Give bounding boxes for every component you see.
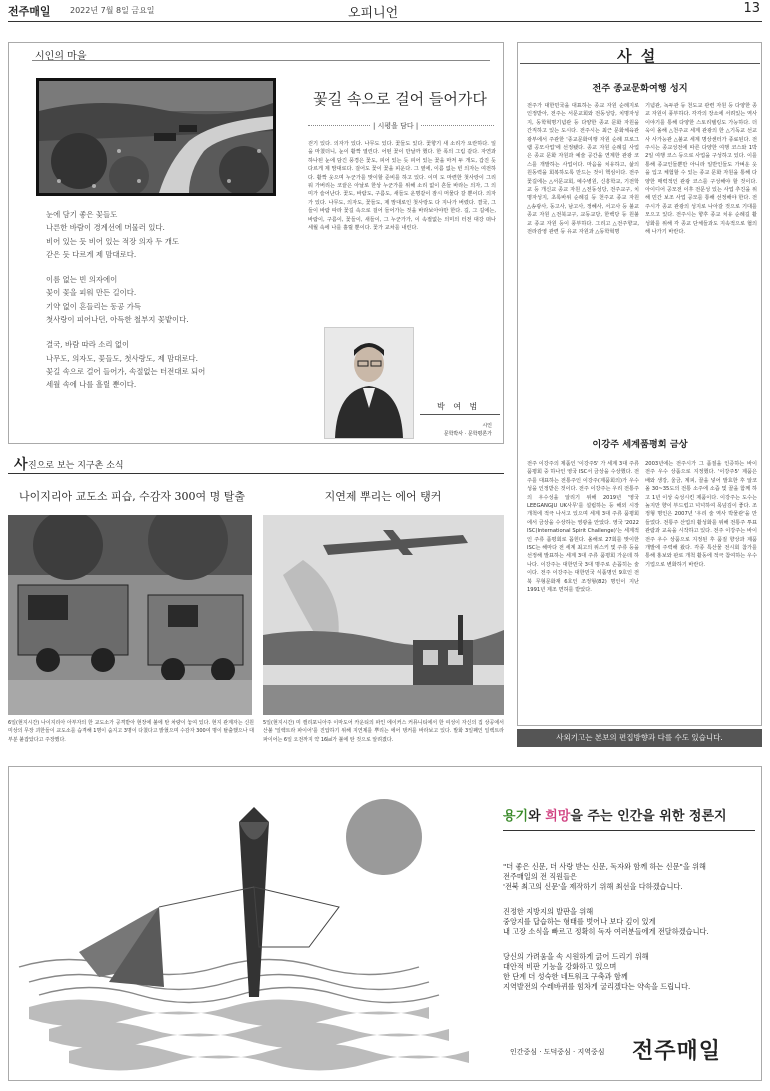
verse-line: 이름 없는 빈 의자에이 [46, 275, 118, 285]
photo-news-right-title: 지연제 뿌리는 에어 탱커 [324, 490, 442, 503]
paper-logo: 전주매일 [632, 1039, 722, 1064]
editorial-1-column-a: 전주가 대한민국을 대표하는 종교 자원 순례지로 인정받아, 전주는 서문교회와 전동성당, 치명자성지, 동학혁명기념관 등 다양한 종교 문화 자원을 간직하고 있는 도시다. 전주시는 최근 문화체육관광부에서 주관한 '종교문화여행 자원 순례 프로그램 공모사업'에 선정됐다. 종교 자원 순례길 사업은 종교 문화 자원과 예술 공간을 연계한 관광 코스를 개발하는 사업이다. 마음을 치유하고, 삶의 원동력을 회복하도록 만드는 것이 핵심이다. 전주 꽃길에는 △서문교회, 예수병원, 신흥학교, 기전학교 등 개신교 종교 자원 △전동성당, 전주교구, 치명자성지, 초록바위 순례길 등 천주교 종교 자원 △송광사, 동고사, 남고사, 정혜사, 서고사 등 불교 종교 자원 △전북교구, 교동교당, 한백당 등 원불교 종교 자원 등이 풍부하다. 그리고 △전주향교, 전라감영 관련 등 유교 자원과 △동학혁명 [527, 103, 639, 236]
garden-path-photo [36, 78, 276, 196]
paper-name: 전주매일 [8, 5, 51, 18]
poem-section-label: 시인의 마을 [35, 51, 87, 62]
poem-commentary: 걷기 있다. 의자가 있다. 나무도 있다. 꽃들도 있다. 꽃향기 새 소리가 요란하다. 일을 마쳤더니, 눈이 활짝 열린다. 어떤 꽃이 만날까 했다. 한 폭의 그림 같다. 자연과 하나된 눈에 담긴 풍경은 꽃도, 피어 있는 듯 피어 있는 꽃을 마저 두 개도, 갑진 듯 다르게 제 맘대로다. 걸어도 꽃이 꽃을 피운다. 그 옆에, 이름 없는 빈 의자는 여전하다. 활짝 웃으며 누군가를 맞이할 준비를 하고 있다. 이미 도 마련한 첫사랑이 그리워 가버리는 코끝은 아날로 한상 누군가를 위해 소리 없이 흔들 바라는 의자, 그 의미가 슬어난다. 꽃도, 바람도, 구름도, 새들도 운명같이 잠시 머물다 갈 뿐이다. 의자가 있다. 나무도, 의자도, 꽃들도, 제 맘대로인 첫사랑도 다 지나가 버렸다. 결국, 그들이 바람 따라 꽃길 속으로 걸어 들어가는 것을 바라보아야만 한다. 길, 그 길에는, 바람이, 구름이, 꽃들이, 새들이, 그 누군가가, 이 속절없는 의미의 터전 대강 떠나 세월 속에 나를 흘릴 뿐이다. 꽃가 교차를 내린다. [308, 141, 496, 232]
burnt-vehicles-photo [8, 515, 252, 715]
verse-line: 세월 속에 나를 흘릴 뿐이다. [46, 380, 137, 390]
poet-name: 박 여 범 [437, 402, 481, 411]
verse-line: 꽃이 꽃을 피워 만든 길이다. [46, 288, 137, 298]
divider [520, 63, 760, 64]
verse-line: 나른한 바람이 경계선에 머물러 있다. [46, 223, 165, 233]
poet-info: 시인 문학박사 · 문학평론가 [443, 423, 492, 437]
poet-portrait [324, 327, 414, 439]
editorial-1-column-b: 기념관, 녹두관 등 천도교 관련 자원 등 다양한 종교 자원이 풍부하다. 각각의 장소에 서려있는 역사 이야기를 통해 다양한 스토리텔링도 가능하다. 더욱이 올해 △천주교 세계 관광의 한 △기독교 선교사 사가능관 △불교 세계 명상센터가 종료된다. 전주시는 종교성전에 따른 다양한 여행 코스와 1박 2일 여행 코스 등으로 사업을 구성하고 있다. 이를 통해 종교인들뿐만 아니라 일반인들도 가벼운 옷을 입고 체험할 수 있는 종교 문화 자원을 통해 다양한 매력적인 관광 코스를 구성해야 할 것이다. 아이디어 공모전 이후 전문성 있는 사업 추진을 위해 민간 보조 사업 공모를 통해 선정해야 한다. 전주시가 종교 관광의 성지로 나아갈 것으로 기대를 모으고 있다. 전주시는 향후 종교 치유 순례길 활성화를 위해 각 종교 단체들과도 지속적으로 협의해 나가기 바란다. [645, 103, 757, 236]
divider [32, 60, 490, 61]
verse-line: 비어 있는 듯 비어 있는 적장 의자 두 개도 [46, 236, 180, 246]
air-tanker-photo [263, 515, 504, 715]
ad-paragraph-1: "더 좋은 신문, 더 사랑 받는 신문, 독자와 함께 하는 신문"을 위해 전주매일의 전 직원들은 '전북 최고의 신문'을 제작하기 위해 최선을 다하겠습니다. [503, 862, 706, 891]
ad-headline: 용기와 희망을 주는 인간을 위한 정론지 [503, 809, 727, 824]
photo-news-header [8, 454, 504, 474]
divider [503, 830, 755, 831]
photo-news-right-caption: 5일(현지시간) 미 캘리포니아주 이마도어 카운티의 파인 에이커스 커뮤니티에서 한 여성이 자신의 집 상공에서 산불 '일렉트라 파이어'를 진압하기 위해 지연제를 뿌리는 에어 탱커를 바라보고 있다. 발화 3일째인 일렉트라 파이어는 6일 오전까지 약 16㎢가 불에 탄 것으로 알려졌다. [263, 720, 504, 743]
editorial-2-column-b: 2003년에는 전주시가 그 품질을 인증하는 바이 전주 우수 상품으로 지정했다. '이강주5' 제품은 배와 생강, 울금, 계피, 꿀을 넣어 발효한 후 알코올 30~35도의 전통 소주에 소즙 및 꿀을 함께 하고 1년 이상 숙성시킨 제품이다. 이강주는 도수는 높지만 향이 부드럽고 넉넉하여 목넘김이 좋다. 조정형 명인은 2007년 '우리 술 역사 박물관'을 만들었다. 전통주 산업의 활성화를 위해 전통주 투표 관람과 교육을 시작하고 있다. 전주 이강주는 바이 전주 우수 상품으로 지정된 후 품질 향상과 제품 개발에 주력해 왔다. 각종 특산물 전시회 참가를 통해 홍보와 판로 개척 활동에 적극 참여하는 우수기업으로 변화하기 바란다. [645, 461, 757, 568]
page-header [8, 0, 762, 22]
verse-line: 꽃길 속으로 걸어 들어가, 속절없는 터전대로 되어 [46, 366, 206, 376]
editorial-title-2: 이강주 세계품평회 금상 [592, 439, 688, 450]
verse-line: 기약 없이 흔들리는 동공 가득 [46, 301, 142, 311]
photo-news-left-caption: 6일(현지시간) 나이지리아 아부자의 한 교도소가 공격받아 현장에 불에 탄 차량이 놓여 있다. 현지 관계자는 신원 미상의 무장 괴한들이 교도소를 습격해 1명이 숨지고 3명이 다쳤다고 밝혔으며 수감자 300여 명이 탈출했으나 대부분 붙잡았다고 주장했다. [8, 720, 254, 743]
ad-tagline: 인간중심 · 도덕중심 · 지역중심 [510, 1048, 605, 1056]
poem-subtitle: | 시평을 담다 | [370, 121, 421, 131]
ad-paragraph-2: 진정한 지방지의 발판을 위해 중앙지를 답습하는 형태를 벗어나 보다 깊이 있게 내 고장 소식을 빠르고 정확히 독자 여러분들에게 전달하겠습니다. [503, 907, 709, 936]
page-number: 13 [743, 1, 760, 16]
ad-paragraph-3: 당신의 가려움을 속 시원하게 긁어 드리기 위해 대안적 비판 기능을 강화하고 있으며 한 단계 더 성숙한 네트워크 구축과 함께 지역발전의 수레바퀴를 힘차게 굴리겠다는 약속을 드립니다. [503, 952, 691, 991]
ship-sun-illustration [9, 767, 509, 1080]
verse-line: 눈에 담기 좋은 꽃들도 [46, 210, 118, 219]
photo-news-label: 진으로 보는 지구촌 소식 [28, 461, 124, 471]
editorial-2-column-a: 전주 이강주의 제품인 '이강주5' 가 세계 3대 주류 품평회 중 하나인 영국 ISC서 금상을 수상했다. 전주를 대표하는 전통주인 이강주(제품회의)가 우수성을 인정받은 것이다. 전주 이강주는 우리 전통주의 우수성을 알리기 위해 2019년 '영국 LEEGANGJU UK사무'를 설립하는 등 해외 시장 개척에 적극 나서고 있으며 세계 3대 주류 품평회에서 금상을 수상하는 영광을 안았다. 영국 '2022 ISC(International Spirit Challenge)'는 세계적인 주류 품평회로 꼽힌다. 올해로 27회를 맞이한 ISC는 해마다 전 세계 최고의 위스키 및 주류 등을 선정해 발표하는 세계 3대 주류 품평회 가운데 하나다. 이강주는 대한민국 3대 명주로 손꼽히는 술이다. 전주 이강주는 대한민국 식품명인 9호인 전북 무형문화재 6호인 조정형(82) 명인이 지난 1991년 제조 면허를 받았다. [527, 461, 639, 594]
verse-line: 첫사랑이 피어나던, 아득한 철부지 꽃밭이다. [46, 315, 189, 325]
divider [420, 414, 500, 415]
verse-line: 나무도, 의자도, 꽃들도, 첫사랑도, 제 맘대로다. [46, 353, 199, 363]
section-name: 오피니언 [348, 6, 399, 21]
poem-verse [46, 208, 286, 392]
editorial-disclaimer: 사외기고는 본보의 편집방향과 다를 수도 있습니다. [517, 729, 762, 747]
photo-news-initial: 사 [14, 457, 28, 473]
editorial-title-1: 전주 종교문화여행 성지 [592, 83, 688, 94]
poem-title: 꽃길 속으로 걸어 들어가다 [313, 90, 487, 108]
editorial-label: 사 설 [617, 47, 658, 65]
issue-date: 2022년 7월 8일 금요일 [70, 6, 155, 15]
verse-line: 갇은 듯 다르게 제 맘대로다. [46, 249, 137, 259]
verse-line: 결국, 바람 따라 소리 없이 [46, 340, 130, 350]
photo-news-left-title: 나이지리아 교도소 피습, 수감자 300여 명 탈출 [18, 490, 246, 503]
